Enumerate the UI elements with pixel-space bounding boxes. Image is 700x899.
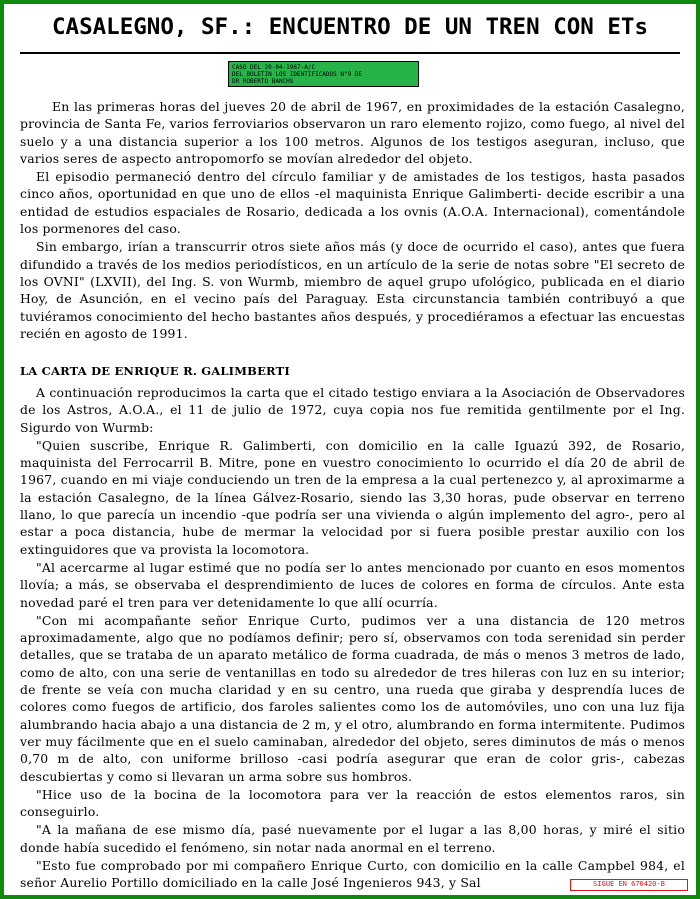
- letter-paragraph: "Hice uso de la bocina de la locomotora para ver la reacción de estos elementos raros, sin conseguirlo.: [20, 786, 685, 820]
- letter-paragraph: "A la mañana de ese mismo día, pasé nuevamente por el lugar a las 8,00 horas, y miré el sitio donde había sucedido el fenómeno, sin notar nada anormal en el terreno.: [20, 822, 685, 855]
- continued-note: SIGUE EN 670420-B: [570, 879, 688, 891]
- letter-paragraph: "Quien suscribe, Enrique R. Galimberti, con domicilio en la calle Iguazú 392, de Rosario, maquinista del Ferrocarril B. Mitre, pone en vuestro conocimiento lo ocurrido el día 20 de abril de 1967, cuando en mi viaje conduciendo un tren de la empresa a la cual pertenezco y, al aproximarme a la estación Casalegno, de la línea Gálvez-Rosario, siendo las 3,30 horas, pude observar en terreno llano, lo que parecía un incendio -que podría ser una vivienda o algún implemento del agro-, pero al estar a poca distancia, hube de mermar la velocidad por si fuera posible prestar auxilio con los extinguidores que va provista la locomotora.: [20, 437, 685, 557]
- intro-paragraph: En las primeras horas del jueves 20 de abril de 1967, en proximidades de la estación Casalegno, provincia de Santa Fe, varios ferroviarios observaron un raro elemento rojizo, como fuego, al nivel del suelo y a una distancia superior a los 100 metros. Algunos de los testigos aseguran, incluso, que varios seres de aspecto antropomorfo se movían alrededor del objeto.: [20, 99, 685, 166]
- case-reference-box: [228, 61, 419, 87]
- page-title: CASALEGNO, SF.: ENCUENTRO DE UN TREN CON ETs: [51, 14, 649, 40]
- case-box-line-2: DEL BOLETIN LOS IDENTIFICADOS N°9 DE: [232, 71, 363, 79]
- letter-paragraph: "Esto fue comprobado por mi compañero Enrique Curto, con domicilio en la calle Campbel 984, el señor Aurelio Portillo domiciliado en la calle José Ingenieros 943, y Sal: [20, 858, 685, 891]
- letter-paragraph: "Con mi acompañante señor Enrique Curto, pudimos ver a una distancia de 120 metros aproximadamente, algo que no podíamos definir; pero sí, observamos con toda serenidad sin perder detalles, que se trataba de un aparato metálico de forma cuadrada, de más o menos 3 metros de lado, como de alto, con una serie de ventanillas en todo su alrededor de tres hileras con luz en su interior; de frente se veía con mucha claridad y en su centro, una rueda que giraba y desprendía luces de colores como fuegos de artificio, dos faroles salientes como los de automóviles, uno con una luz fija alumbrando hacia abajo a una distancia de 2 m, y el otro, alumbrando en forma intermitente. Pudimos ver muy fácilmente que en el suelo caminaban, alrededor del objeto, seres diminutos de más o menos 0,70 m de alto, con uniforme brilloso -casi podría asegurar que eran de color gris-, cabezas descubiertas y como si llevaran un arma sobre sus hombros.: [20, 612, 686, 784]
- intro-section: [20, 98, 685, 342]
- letter-paragraph: "Al acercarme al lugar estimé que no podía ser lo antes mencionado por cuanto en esos momentos llovía; a más, se observaba el desprendimiento de luces de colores en forma de círculos. Ante esta novedad paré el tren para ver detenidamente lo que allí ocurría.: [20, 559, 685, 610]
- section-heading: LA CARTA DE ENRIQUE R. GALIMBERTI: [20, 364, 290, 378]
- letter-paragraph: A continuación reproducimos la carta que el citado testigo enviara a la Asociación de Observadores de los Astros, A.O.A., el 11 de julio de 1972, cuya copia nos fue remitida gentilmente por el Ing. Sigurdo von Wurmb:: [20, 385, 685, 435]
- letter-section: [20, 384, 685, 892]
- intro-paragraph: El episodio permaneció dentro del círculo familiar y de amistades de los testigos, hasta pasados cinco años, oportunidad en que uno de ellos -el maquinista Enrique Galimberti- decide escribir a una entidad de estudios espaciales de Rosario, dedicada a los ovnis (A.O.A. Internacional), comentándole los pormenores del caso.: [20, 169, 685, 237]
- intro-paragraph: Sin embargo, irían a transcurrir otros siete años más (y doce de ocurrido el caso), antes que fuera difundido a través de los medios periodísticos, en un artículo de la serie de notas sobre "El secreto de los OVNI" (LXVII), del Ing. S. von Wurmb, miembro de aquel grupo ufológico, publicada en el diario Hoy, de Asunción, en el vecino país del Paraguay. Esta circunstancia también contribuyó a que tuviéramos conocimiento del hecho bastantes años después, y procediéramos a efectuar las encuestas recién en agosto de 1991.: [20, 239, 685, 341]
- title-divider: [20, 52, 680, 54]
- case-box-line-3: DR ROBERTO BANCHS: [232, 78, 294, 86]
- case-box-line-1: CASO DEL 20-04-1967-A/C: [232, 64, 316, 71]
